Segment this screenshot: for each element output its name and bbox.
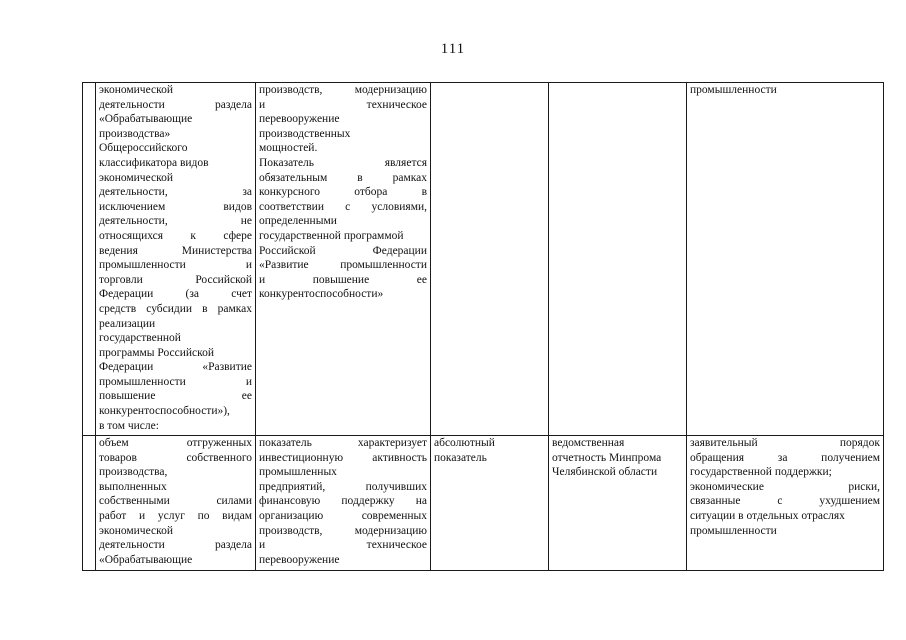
cell-line: перевооружение — [259, 553, 340, 566]
cell-line: ситуации в отдельных отраслях — [690, 509, 845, 522]
cell-line: экономической — [99, 171, 173, 184]
cell-line: исключением видов — [99, 200, 252, 213]
cell-line: в том числе: — [99, 419, 159, 432]
indicator-name-cell — [96, 436, 256, 571]
cell-line: конкурсного отбора в — [259, 186, 427, 199]
cell-line: показатель — [434, 451, 487, 464]
cell-line: средств субсидии в рамках — [99, 302, 252, 315]
indicator-source-cell — [549, 83, 687, 436]
cell-line: Федерации (за счет — [99, 288, 252, 301]
cell-line: конкурентоспособности»), — [99, 405, 230, 418]
cell-line: торговли Российской — [99, 273, 252, 286]
indicator-description-cell — [256, 83, 431, 436]
cell-line: промышленности и — [99, 375, 252, 388]
cell-line: собственными силами — [99, 495, 252, 508]
cell-line: Федерации «Развитие — [99, 361, 252, 374]
cell-line: промышленности — [690, 524, 777, 537]
cell-text — [259, 83, 427, 302]
cell-line: «Обрабатывающие — [99, 553, 193, 566]
cell-line: конкурентоспособности» — [259, 288, 384, 301]
page-number: 111 — [440, 41, 466, 57]
cell-line: соответствии с условиями, — [259, 200, 427, 213]
cell-line: выполненных — [99, 480, 167, 493]
indicator-unit-cell — [431, 83, 549, 436]
cell-text — [552, 436, 683, 480]
cell-text — [99, 436, 252, 567]
cell-line: предприятий, получивших — [259, 480, 427, 493]
cell-line: ведомственная — [552, 437, 625, 449]
cell-line: Показатель является — [259, 156, 427, 169]
cell-line: повышение ее — [99, 390, 252, 403]
row-number-cell — [83, 83, 96, 436]
cell-line: мощностей. — [259, 142, 318, 155]
cell-line: обязательным в рамках — [259, 171, 427, 184]
cell-line: объем отгруженных — [99, 437, 252, 449]
cell-line: промышленности и — [99, 259, 252, 272]
indicator-source-cell — [549, 436, 687, 571]
cell-line: Общероссийского — [99, 142, 188, 155]
row-number-cell — [83, 436, 96, 571]
cell-line: ведения Министерства — [99, 244, 252, 257]
cell-line: экономической — [99, 524, 173, 537]
cell-line: промышленных — [259, 466, 337, 479]
cell-line: перевооружение — [259, 113, 340, 126]
cell-line: классификатора видов — [99, 156, 209, 169]
cell-line: промышленности — [690, 84, 777, 96]
cell-text — [99, 83, 252, 433]
cell-text — [434, 436, 545, 465]
cell-line: программы Российской — [99, 346, 215, 359]
cell-line: производства» — [99, 127, 171, 140]
cell-line: связанные с ухудшением — [690, 495, 880, 508]
cell-line: производств, модернизацию — [259, 524, 427, 537]
cell-line: Российской Федерации — [259, 244, 427, 257]
table-row — [83, 436, 884, 571]
cell-line: деятельности, за — [99, 186, 252, 199]
cell-line: финансовую поддержку на — [259, 495, 427, 508]
cell-line: организацию современных — [259, 509, 427, 522]
cell-line: относящихся к сфере — [99, 229, 252, 242]
indicator-risks-cell — [687, 83, 884, 436]
cell-line: инвестиционную активность — [259, 451, 427, 464]
cell-line: экономической — [99, 84, 173, 96]
cell-line: реализации — [99, 317, 156, 330]
cell-line: заявительный порядок — [690, 437, 880, 449]
cell-text — [259, 436, 427, 567]
cell-line: и техническое — [259, 98, 427, 111]
cell-line: обращения за получением — [690, 451, 880, 464]
cell-line: и техническое — [259, 539, 427, 552]
cell-line: и повышение ее — [259, 273, 427, 286]
cell-line: «Развитие промышленности — [259, 259, 427, 272]
indicator-name-cell — [96, 83, 256, 436]
indicator-unit-cell — [431, 436, 549, 571]
indicator-description-cell — [256, 436, 431, 571]
cell-text — [690, 436, 880, 538]
cell-line: производственных — [259, 127, 351, 140]
cell-line: товаров собственного — [99, 451, 252, 464]
table-row — [83, 83, 884, 436]
indicator-risks-cell — [687, 436, 884, 571]
cell-line: «Обрабатывающие — [99, 113, 193, 126]
cell-line: деятельности раздела — [99, 98, 252, 111]
cell-line: показатель характеризует — [259, 437, 427, 449]
cell-line: производств, модернизацию — [259, 84, 427, 96]
cell-line: отчетность Минпрома — [552, 451, 662, 464]
cell-line: государственной программой — [259, 229, 404, 242]
cell-line: деятельности раздела — [99, 539, 252, 552]
cell-line: деятельности, не — [99, 215, 252, 228]
cell-line: работ и услуг по видам — [99, 509, 252, 522]
cell-line: государственной — [99, 332, 181, 345]
cell-line: Челябинской области — [552, 466, 658, 479]
cell-line: экономические риски, — [690, 480, 880, 493]
cell-line: государственной поддержки; — [690, 466, 832, 479]
cell-line: абсолютный — [434, 437, 495, 449]
cell-line: производства, — [99, 466, 168, 479]
cell-line: определенными — [259, 215, 337, 228]
cell-text — [690, 83, 880, 98]
indicator-table — [82, 82, 884, 571]
